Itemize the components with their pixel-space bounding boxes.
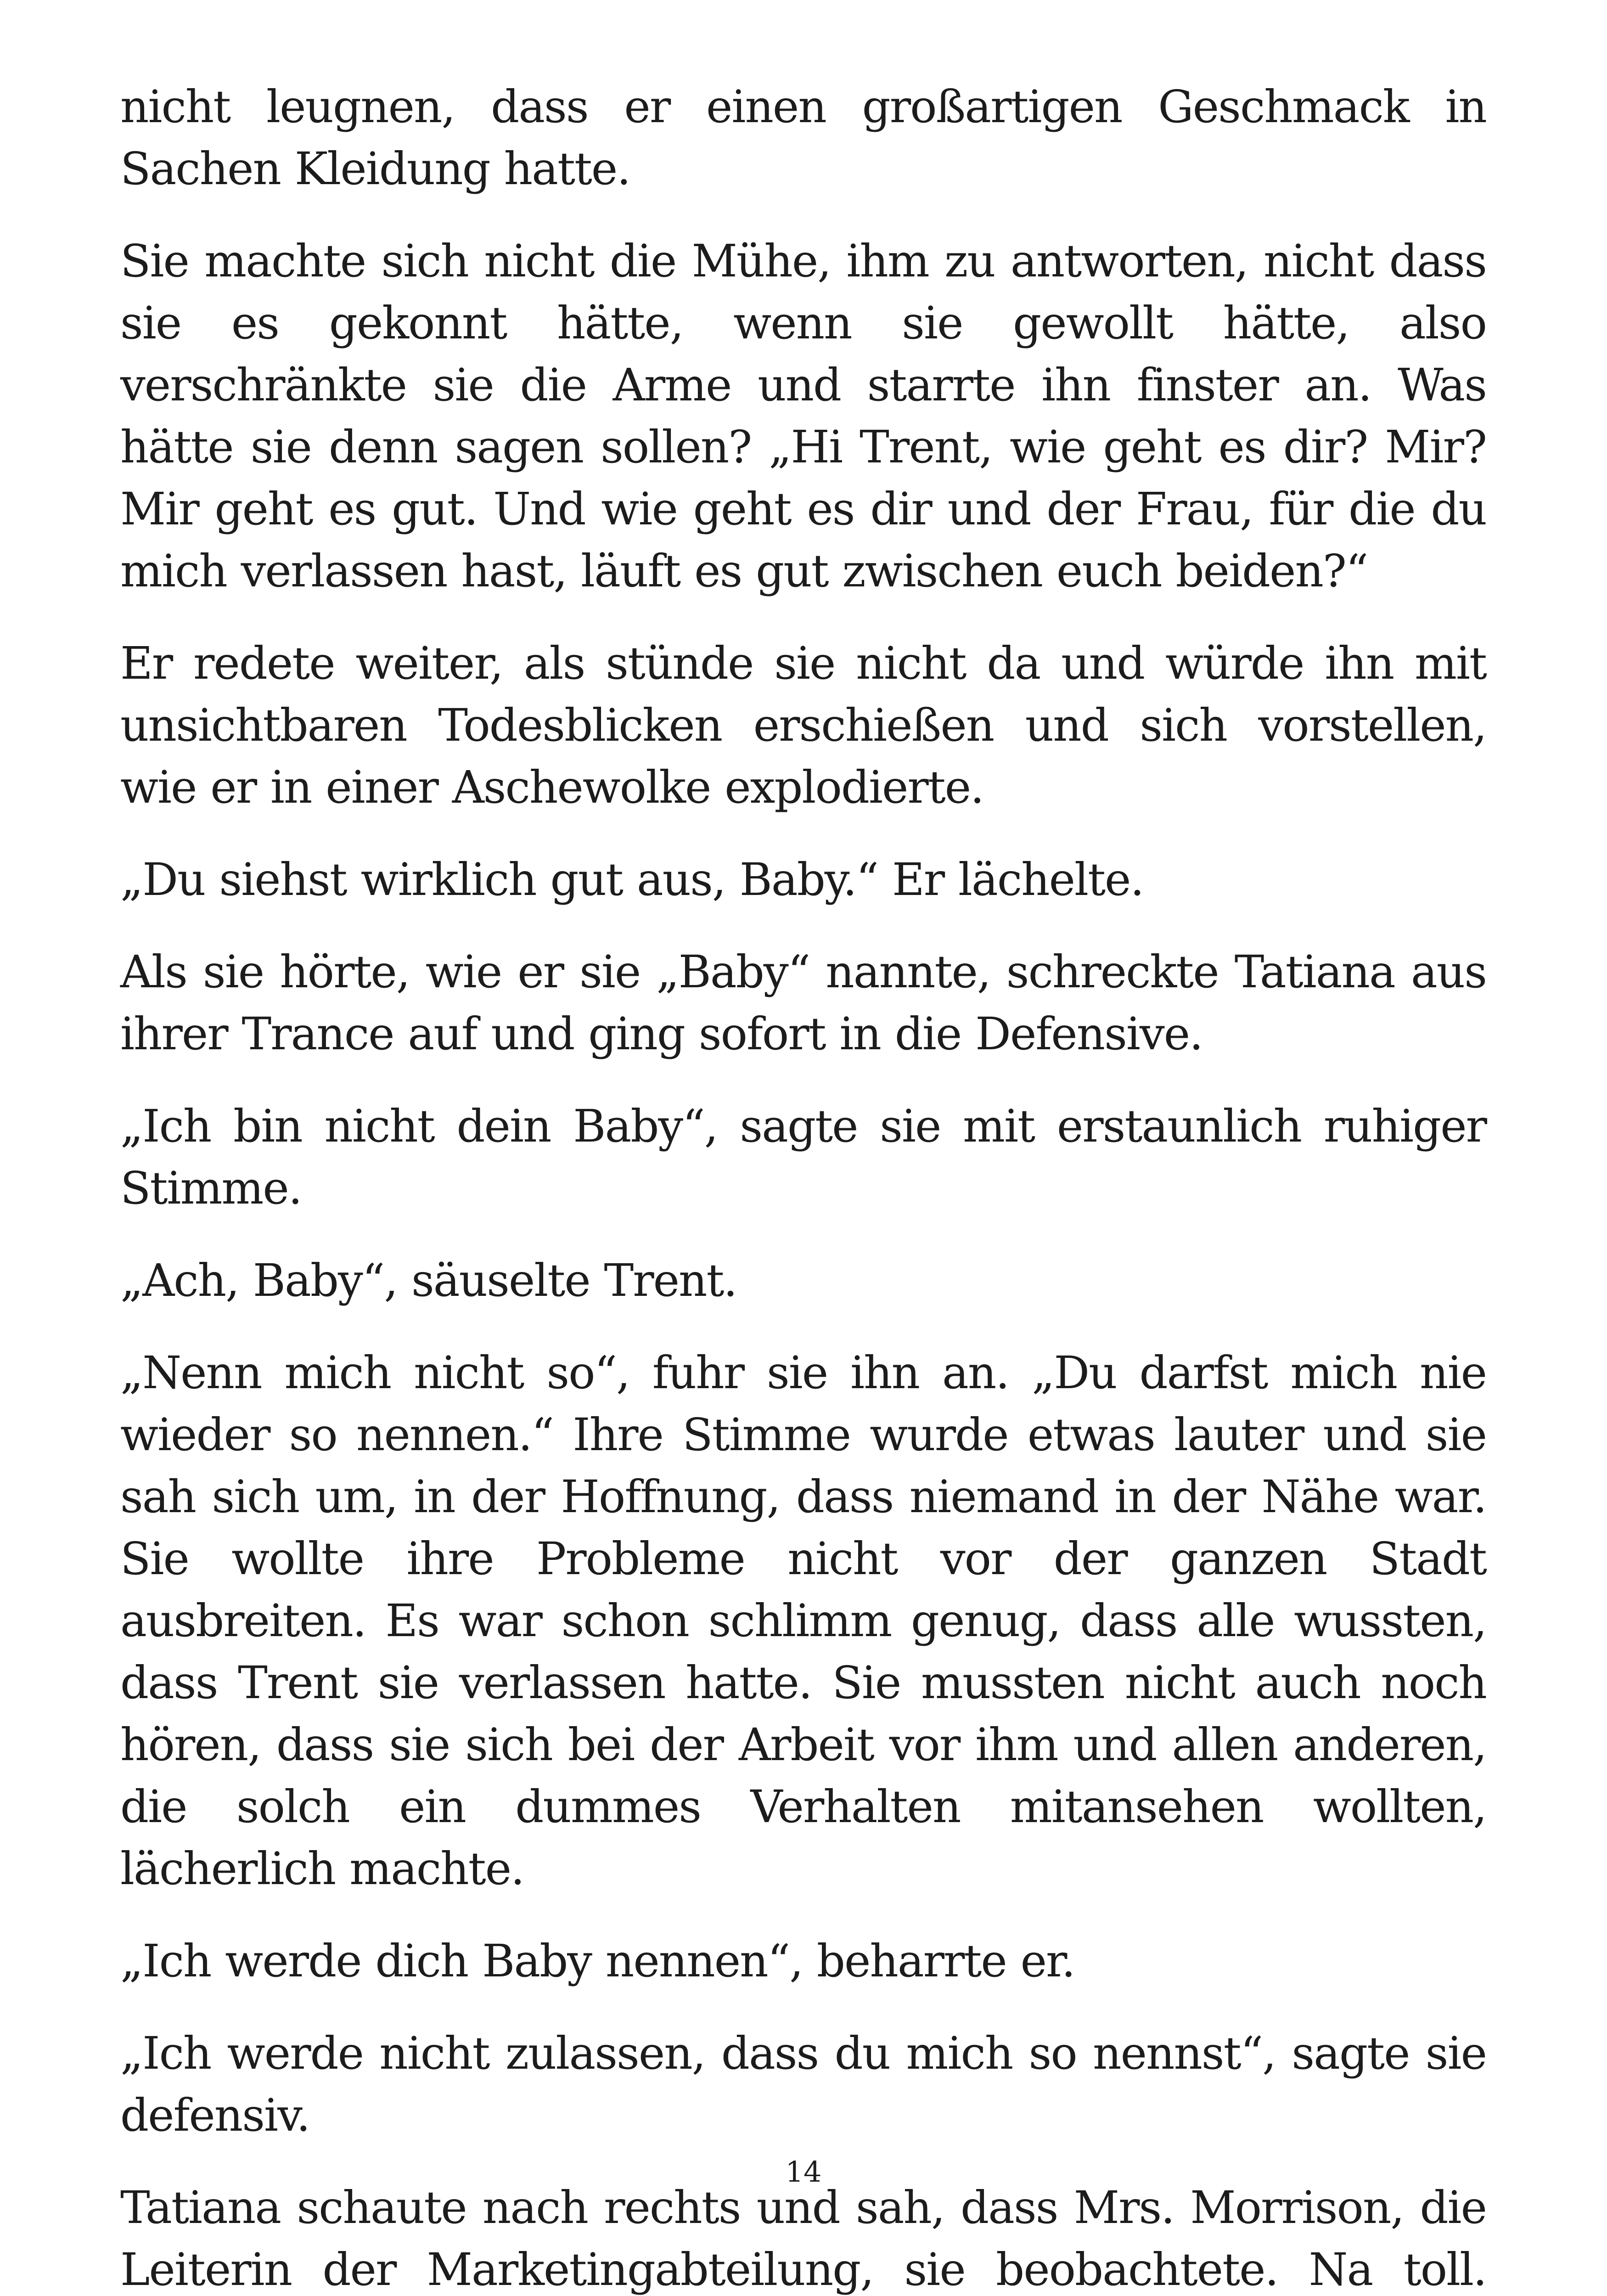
paragraph: Er redete weiter, als stünde sie nicht da und würde ihn mit unsichtbaren Todesblicken erschießen und sich vorstellen, wie er in einer Aschewolke explodierte.: [120, 637, 1486, 813]
paragraph: Tatiana schaute nach rechts und sah, dass Mrs. Morrison, die Leiterin der Marketingabteilung, sie beobachtete. Na toll.: [120, 2182, 1486, 2296]
page-number: 14: [785, 2155, 822, 2189]
paragraph: nicht leugnen, dass er einen großartigen Geschmack in Sachen Kleidung hatte.: [120, 81, 1486, 195]
paragraph: „Nenn mich nicht so“, fuhr sie ihn an. „Du darfst mich nie wieder so nennen.“ Ihre Stimme wurde etwas lauter und sie sah sich um, in der Hoffnung, dass niemand in der Nähe war. Sie wollte ihre Probleme nicht vor der ganzen Stadt ausbreiten. Es war schon schlimm genug, dass alle wussten, dass Trent sie verlassen hatte. Sie mussten nicht auch noch hören, dass sie sich bei der Arbeit vor ihm und allen anderen, die solch ein dummes Verhalten mitansehen wollten, lächerlich machte.: [120, 1347, 1486, 1895]
body-text: [120, 76, 1486, 2296]
paragraph: „Ich bin nicht dein Baby“, sagte sie mit erstaunlich ruhiger Stimme.: [120, 1100, 1486, 1214]
paragraph: Sie machte sich nicht die Mühe, ihm zu antworten, nicht dass sie es gekonnt hätte, wenn sie gewollt hätte, also verschränkte sie die Arme und starrte ihn finster an. Was hätte sie denn sagen sollen? „Hi Trent, wie geht es dir? Mir? Mir geht es gut. Und wie geht es dir und der Frau, für die du mich verlassen hast, läuft es gut zwischen euch beiden?“: [120, 235, 1486, 597]
paragraph: „Du siehst wirklich gut aus, Baby.“ Er lächelte.: [120, 854, 1144, 906]
paragraph: „Ich werde dich Baby nennen“, beharrte er.: [120, 1935, 1075, 1987]
paragraph: „Ich werde nicht zulassen, dass du mich so nennst“, sagte sie defensiv.: [120, 2027, 1486, 2141]
paragraph: „Ach, Baby“, säuselte Trent.: [120, 1255, 737, 1306]
paragraph: Als sie hörte, wie er sie „Baby“ nannte, schreckte Tatiana aus ihrer Trance auf und ging sofort in die Defensive.: [120, 946, 1486, 1060]
